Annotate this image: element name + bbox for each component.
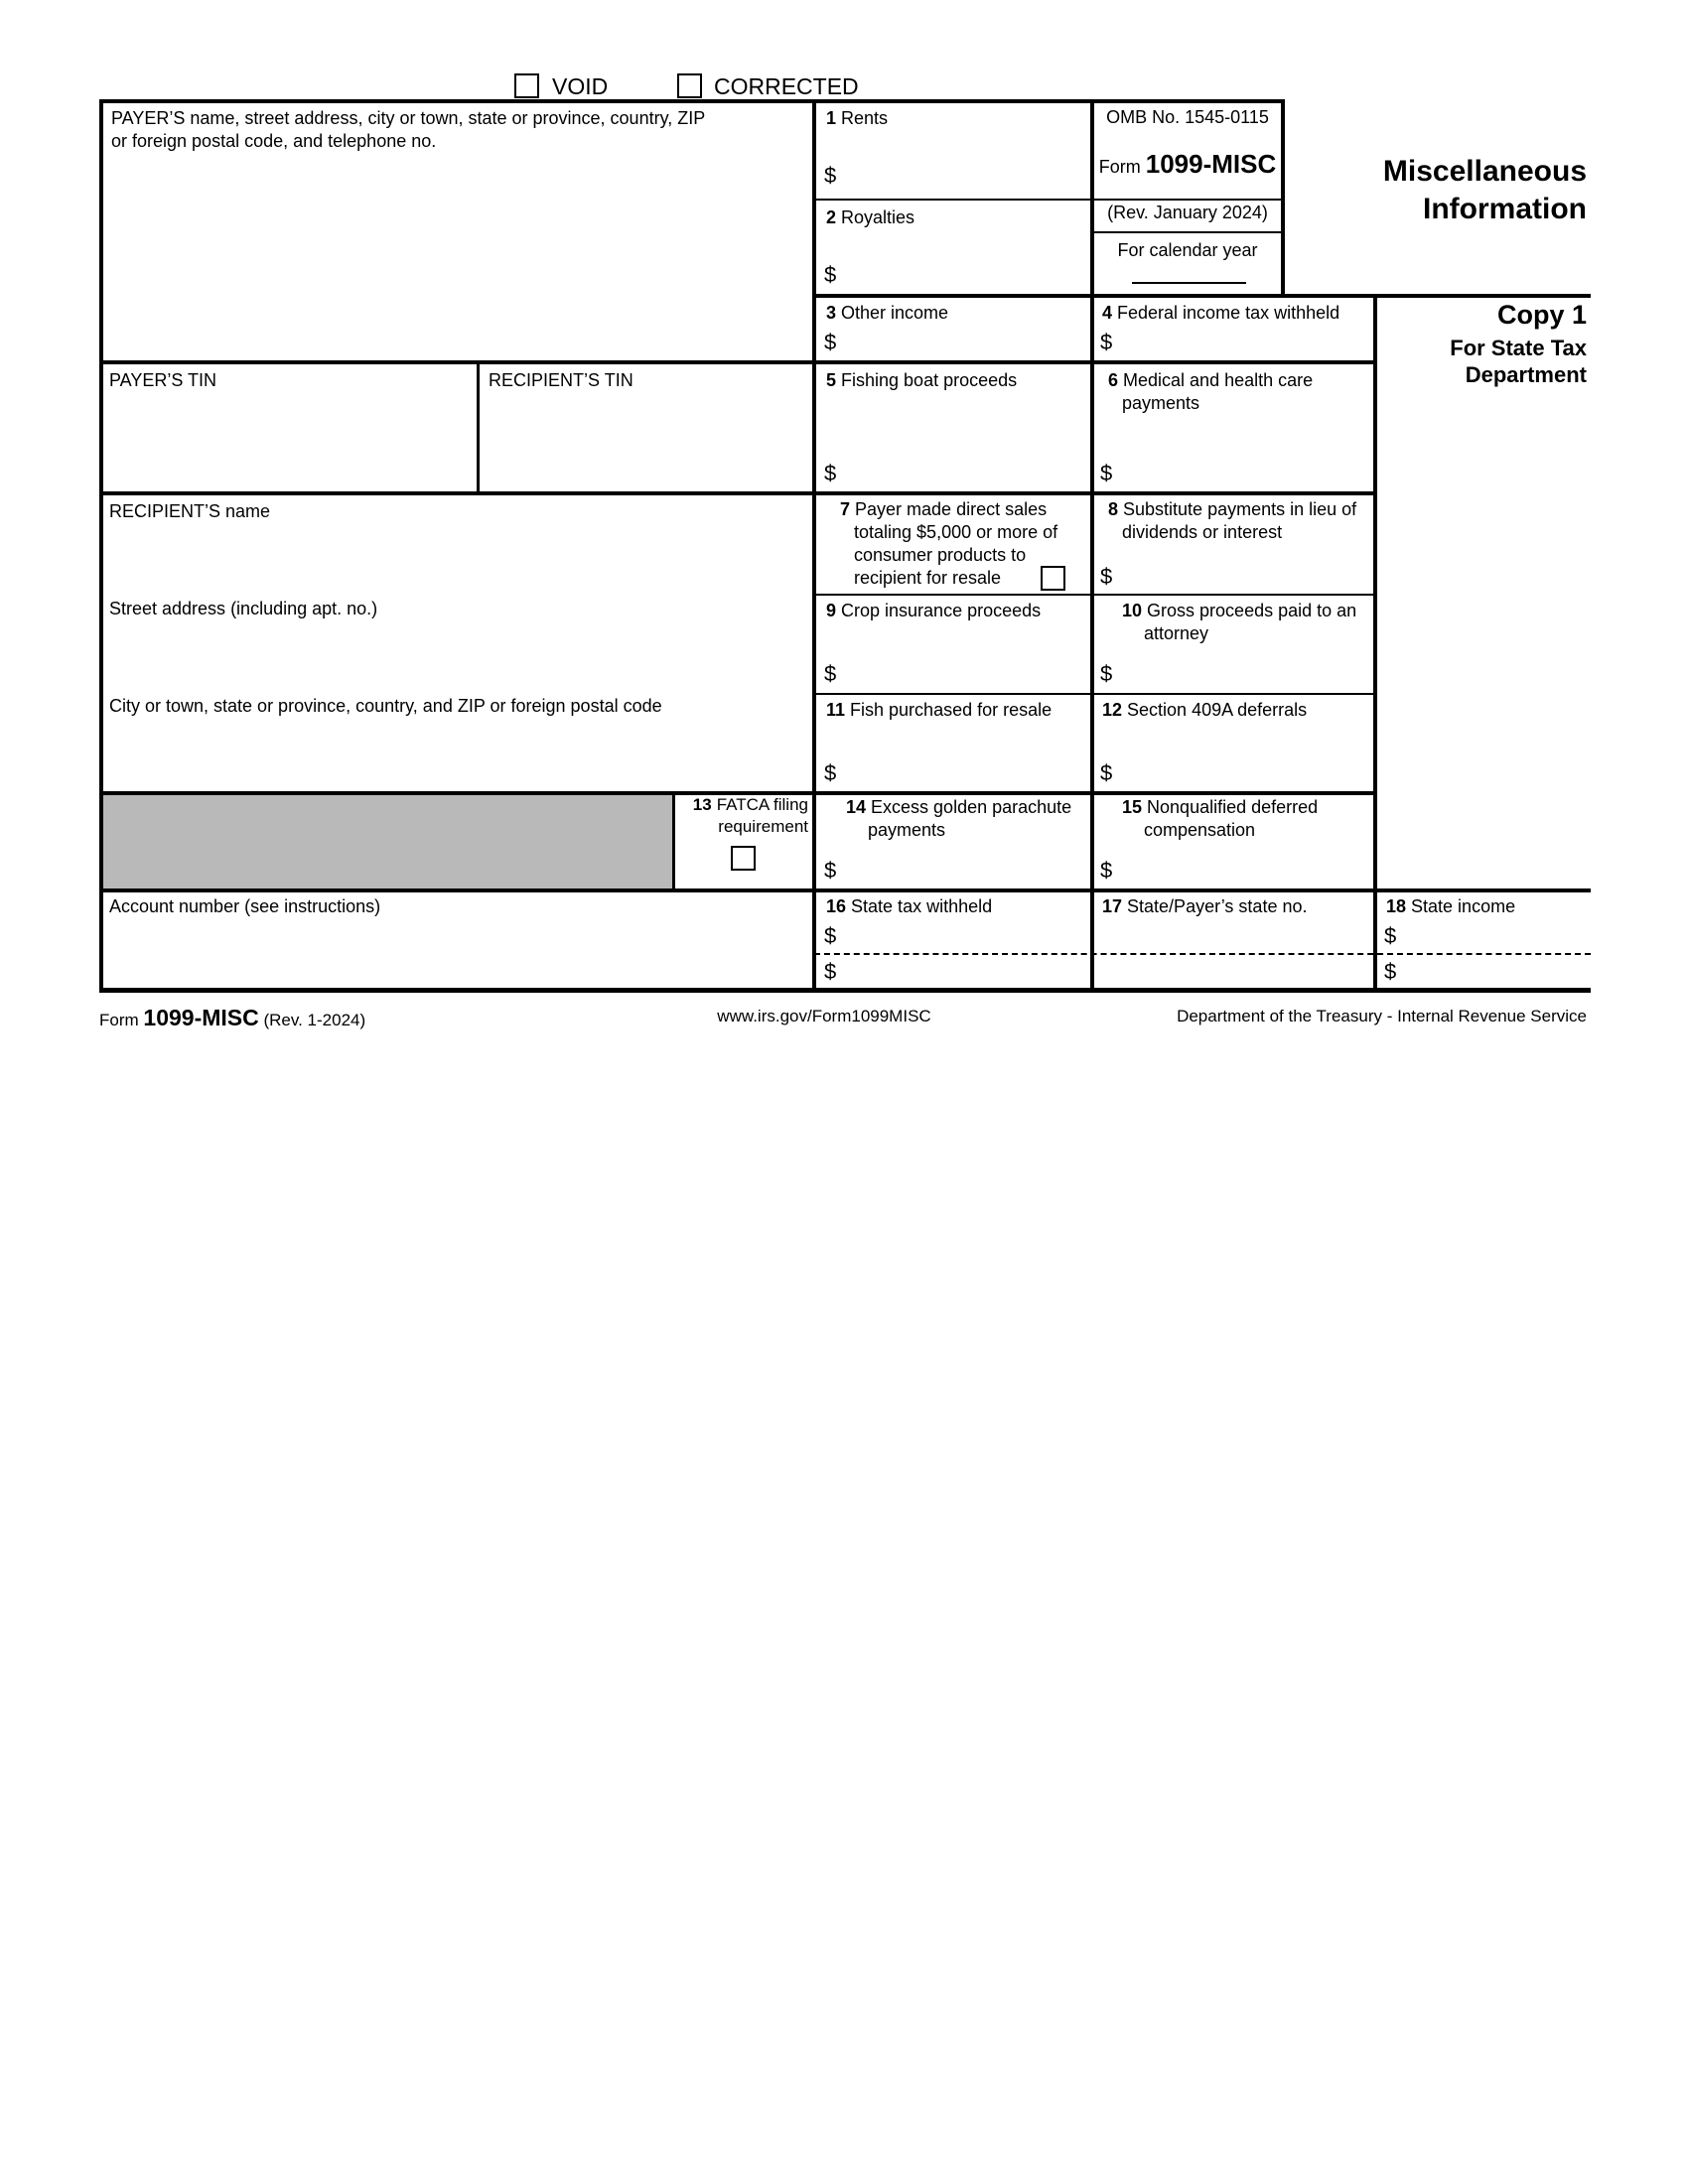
border-row-298: [814, 294, 1591, 298]
box3-number: 3: [826, 303, 837, 323]
box7-number: 7: [840, 499, 851, 519]
box10-number: 10: [1122, 601, 1143, 620]
border-row-365: [99, 360, 1377, 364]
border-row-600: [814, 594, 1375, 596]
shaded-box: [103, 795, 672, 888]
border-top: [99, 99, 1285, 103]
border-box1-box2: [814, 199, 1283, 201]
box11-amount-field[interactable]: [824, 760, 1082, 788]
footer-revision: (Rev. 1-2024): [263, 1011, 366, 1029]
box15-label: 15 Nonqualified deferred compensation: [1122, 797, 1319, 840]
border-row-497: [99, 491, 1377, 495]
form-title-line1: Miscellaneous: [1382, 155, 1587, 188]
footer-form-number: 1099-MISC: [143, 1005, 259, 1030]
box15-amount-field[interactable]: [1100, 858, 1368, 886]
box1-number: 1: [826, 108, 837, 128]
dollar-sign: $: [1100, 564, 1113, 589]
box5-label: 5 Fishing boat proceeds: [826, 370, 1018, 390]
box4-label: 4 Federal income tax withheld: [1102, 303, 1340, 323]
border-rev-calendar: [1092, 231, 1283, 233]
dollar-sign: $: [1100, 858, 1113, 883]
box10-label: 10 Gross proceeds paid to an attorney: [1122, 601, 1357, 643]
calendar-year-field[interactable]: [1122, 248, 1261, 284]
box1-label: 1 Rents: [826, 108, 889, 128]
direct-sales-checkbox[interactable]: [1041, 566, 1065, 591]
box18-number: 18: [1386, 896, 1407, 916]
box9-label: 9 Crop insurance proceeds: [826, 601, 1042, 620]
box18-label: 18 State income: [1386, 896, 1516, 916]
box17-number: 17: [1102, 896, 1123, 916]
box16-amount-field-1[interactable]: [824, 923, 1082, 949]
box1-amount-field[interactable]: [824, 163, 1082, 193]
dollar-sign: $: [824, 262, 837, 287]
dollar-sign: $: [1100, 330, 1113, 354]
footer-url: www.irs.gov/Form1099MISC: [717, 1007, 931, 1025]
void-label: VOID: [552, 73, 609, 99]
border-omb-right: [1281, 99, 1285, 298]
dollar-sign: $: [824, 858, 837, 883]
box4-number: 4: [1102, 303, 1113, 323]
border-bottom: [99, 988, 1591, 993]
revision-label: (Rev. January 2024): [1107, 203, 1268, 222]
recipient-name-field[interactable]: [103, 526, 810, 592]
city-field[interactable]: [103, 721, 810, 786]
box15-number: 15: [1122, 797, 1143, 817]
box16-number: 16: [826, 896, 847, 916]
dollar-sign: $: [824, 330, 837, 354]
box12-amount-field[interactable]: [1100, 760, 1368, 788]
box17-state-no-field[interactable]: [1098, 923, 1370, 985]
box11-label: 11 Fish purchased for resale: [826, 700, 1053, 720]
box10-amount-field[interactable]: [1100, 661, 1368, 689]
footer-form-word: Form: [99, 1011, 139, 1029]
payer-tin-label: PAYER’S TIN: [109, 370, 217, 390]
box8-amount-field[interactable]: [1100, 564, 1368, 592]
box14-label: 14 Excess golden parachute payments: [846, 797, 1072, 840]
box18-amount-field-2[interactable]: [1384, 959, 1583, 985]
box8-label: 8 Substitute payments in lieu of dividends or interest: [1108, 499, 1357, 542]
account-number-label: Account number (see instructions): [109, 896, 381, 916]
dollar-sign: $: [824, 760, 837, 785]
border-tin-divider: [477, 362, 480, 493]
account-number-field[interactable]: [103, 921, 810, 985]
box13-label: 13 FATCA filing requirement: [692, 795, 808, 836]
box12-label: 12 Section 409A deferrals: [1102, 700, 1308, 720]
box2-amount-field[interactable]: [824, 262, 1082, 292]
dollar-sign: $: [1384, 959, 1397, 984]
calendar-year-label: For calendar year: [1117, 240, 1258, 260]
box2-label: 2 Royalties: [826, 207, 915, 227]
dollar-sign: $: [1100, 661, 1113, 686]
border-col-820: [812, 99, 816, 992]
form-number: 1099-MISC: [1145, 149, 1277, 179]
border-row-700: [814, 693, 1375, 695]
payer-tin-field[interactable]: [103, 397, 473, 488]
recipient-tin-label: RECIPIENT’S TIN: [489, 370, 633, 390]
dollar-sign: $: [824, 959, 837, 984]
box13-number: 13: [692, 795, 712, 814]
omb-number: OMB No. 1545-0115: [1106, 107, 1269, 127]
payer-info-field[interactable]: [103, 157, 810, 292]
box9-number: 9: [826, 601, 837, 620]
box5-amount-field[interactable]: [824, 461, 1082, 488]
box6-number: 6: [1108, 370, 1119, 390]
street-address-field[interactable]: [103, 623, 810, 689]
copy-for-line1: For State Tax: [1450, 336, 1587, 360]
payer-info-label: PAYER’S name, street address, city or town, state or province, country, ZIP or foreign postal code, and telephone no.: [111, 108, 706, 151]
street-address-label: Street address (including apt. no.): [109, 599, 378, 618]
copy-for-line2: Department: [1465, 362, 1587, 387]
dollar-sign: $: [1100, 760, 1113, 785]
border-row-897: [99, 888, 1591, 892]
form-title-line2: Information: [1423, 193, 1587, 225]
corrected-checkbox[interactable]: [677, 73, 702, 98]
footer-agency: Department of the Treasury - Internal Revenue Service: [1177, 1007, 1587, 1025]
fatca-checkbox[interactable]: [731, 846, 756, 871]
box14-amount-field[interactable]: [824, 858, 1082, 886]
dollar-sign: $: [1384, 923, 1397, 948]
box18-amount-field-1[interactable]: [1384, 923, 1583, 949]
box8-number: 8: [1108, 499, 1119, 519]
city-label: City or town, state or province, country, and ZIP or foreign postal code: [109, 696, 662, 716]
box17-label: 17 State/Payer’s state no.: [1102, 896, 1308, 916]
box5-number: 5: [826, 370, 837, 390]
dollar-sign: $: [824, 461, 837, 485]
box14-number: 14: [846, 797, 867, 817]
box3-amount-field[interactable]: [824, 330, 1082, 357]
box11-number: 11: [826, 700, 846, 720]
dollar-sign: $: [824, 661, 837, 686]
box6-label: 6 Medical and health care payments: [1108, 370, 1314, 413]
box7-label: 7 Payer made direct sales totaling $5,000 or more of consumer products to recipient for resale: [840, 499, 1058, 588]
dollar-sign: $: [824, 163, 837, 188]
void-checkbox[interactable]: [514, 73, 539, 98]
box3-label: 3 Other income: [826, 303, 949, 323]
box2-number: 2: [826, 207, 837, 227]
recipient-name-label: RECIPIENT’S name: [109, 501, 271, 521]
dollar-sign: $: [1100, 461, 1113, 485]
box6-amount-field[interactable]: [1100, 461, 1368, 488]
box16-label: 16 State tax withheld: [826, 896, 993, 916]
box9-amount-field[interactable]: [824, 661, 1082, 689]
box4-amount-field[interactable]: [1100, 330, 1368, 357]
copy-label: Copy 1: [1496, 300, 1587, 330]
dollar-sign: $: [824, 923, 837, 948]
form-number-heading: [1092, 149, 1283, 180]
footer-form-id: [99, 1005, 365, 1031]
corrected-label: CORRECTED: [714, 73, 859, 99]
border-col-1100: [1090, 99, 1094, 992]
recipient-tin-field[interactable]: [484, 397, 809, 488]
box16-amount-field-2[interactable]: [824, 959, 1082, 985]
form-word: Form: [1098, 157, 1141, 177]
box12-number: 12: [1102, 700, 1123, 720]
